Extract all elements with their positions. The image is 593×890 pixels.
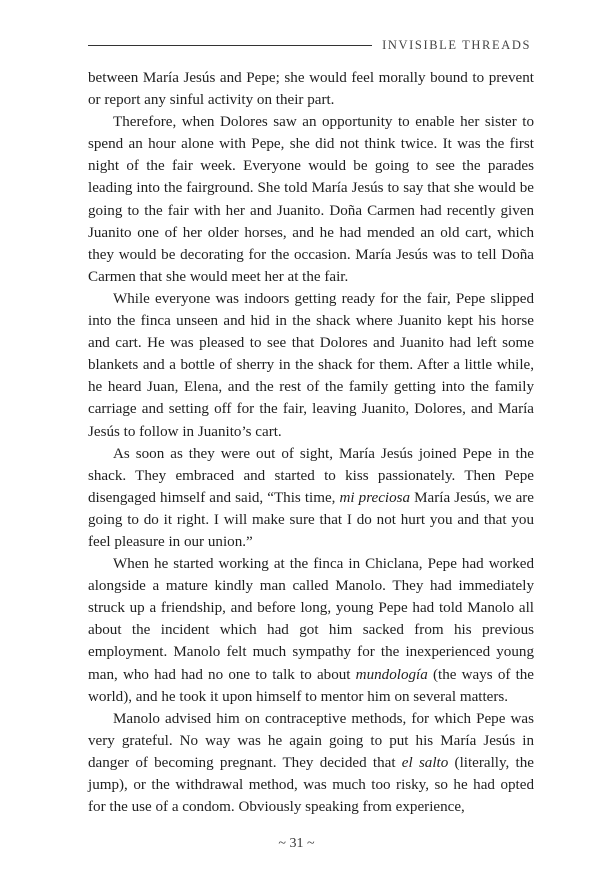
paragraph-5: When he started working at the finca in Chiclana, Pepe had worked alongside a mature kindly man called Manolo. They had immediately struck up a friendship, and before long, young Pepe had told Manolo all about the incident which had got him sacked from his previous employment. Manolo felt much sympathy for the inexperienced young man, who had had no one to talk to about mundología (the ways of the world), and he took it upon himself to mentor him on several matters.	[88, 556, 535, 705]
header-rule	[88, 45, 372, 46]
paragraph-4: As soon as they were out of sight, María Jesús joined Pepe in the shack. They embraced and started to kiss passionately. Then Pepe disengaged himself and said, “This time, mi preciosa María Jesús, we are going to do it right. I will make sure that I do not hurt you and that you feel pleasure in our union.”	[88, 445, 534, 550]
running-header	[88, 38, 531, 53]
italic-term: mundología	[355, 666, 428, 683]
italic-term: mi preciosa	[339, 489, 411, 506]
paragraph-2: Therefore, when Dolores saw an opportunity to enable her sister to spend an hour alone with Pepe, she did not think twice. It was the first night of the fair week. Everyone would be going to see the parades leading into the fairground. She told María Jesús to say that she would be going to the fair with her and Juanito. Doña Carmen had recently given Juanito one of her older horses, and he had mended an old cart, which they would be decorating for the occasion. María Jesús was to tell Doña Carmen that she would meet her at the fair.	[88, 114, 534, 285]
italic-term: el salto	[401, 754, 449, 771]
page-number: ~ 31 ~	[278, 836, 315, 851]
paragraph-6: Manolo advised him on contraceptive methods, for which Pepe was very grateful. No way was he again going to put his María Jesús in danger of becoming pregnant. They decided that el salto (literally, the jump), or the withdrawal method, was much too risky, so he had opted for the use of a condom. Obviously speaking from experience,	[88, 710, 534, 816]
body-text	[88, 67, 534, 818]
paragraph-1: between María Jesús and Pepe; she would feel morally bound to prevent or report any sinful activity on their part.	[88, 70, 534, 109]
running-title: INVISIBLE THREADS	[382, 38, 531, 52]
paragraph-3: While everyone was indoors getting ready for the fair, Pepe slipped into the finca unseen and hid in the shack where Juanito kept his horse and cart. He was pleased to see that Dolores and Juanito had left some blankets and a bottle of sherry in the shack for them. After a little while, he heard Juan, Elena, and the rest of the family getting into the family carriage and setting off for the fair, leaving Juanito, Dolores, and María Jesús to follow in Juanito’s cart.	[88, 290, 534, 440]
